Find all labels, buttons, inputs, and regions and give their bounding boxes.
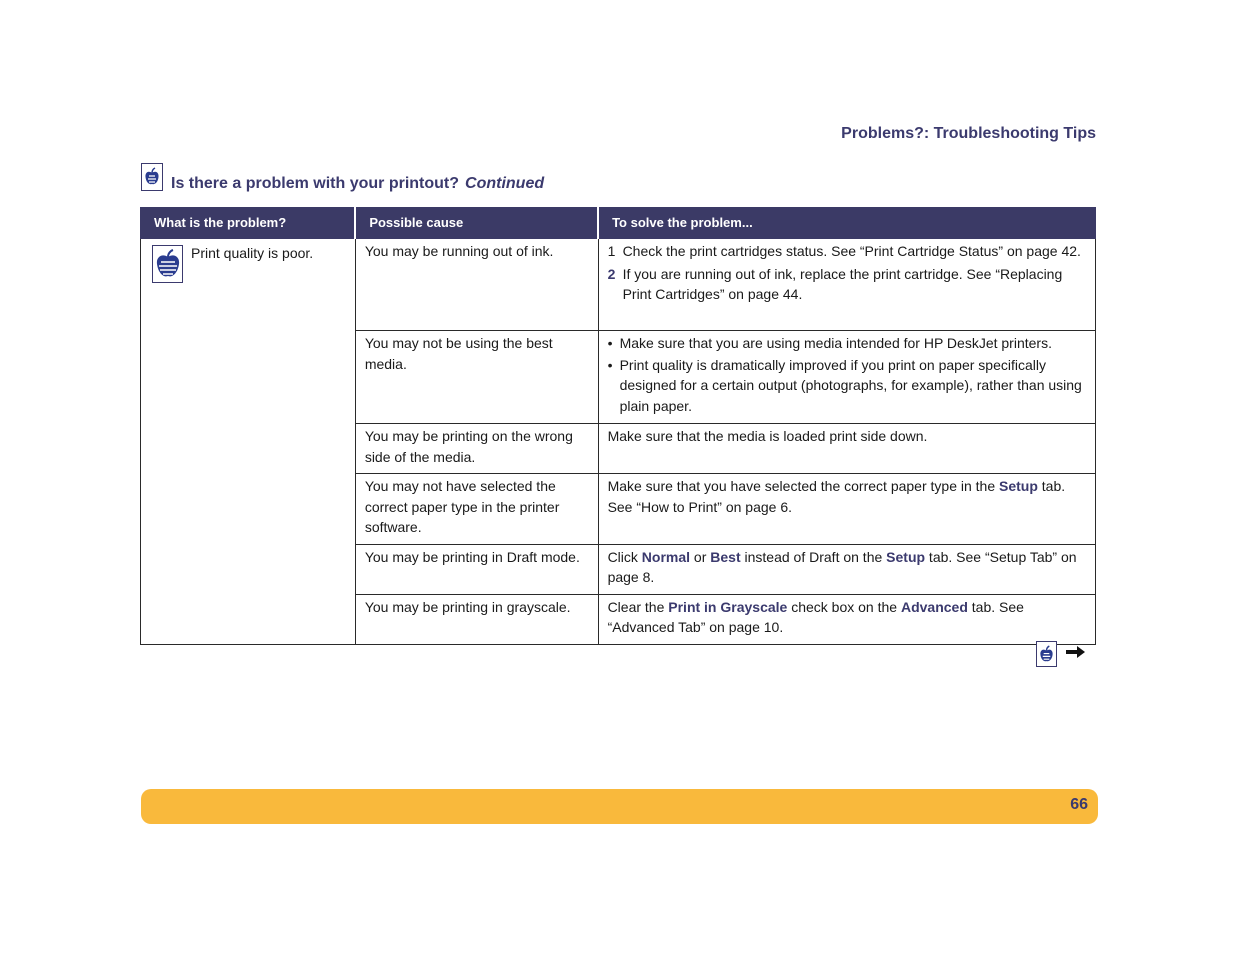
grayscale-checkbox-label: Print in Grayscale bbox=[668, 598, 788, 615]
running-head: Problems?: Troubleshooting Tips bbox=[841, 125, 1096, 142]
apple-icon bbox=[141, 163, 163, 191]
cause-cell: You may be printing in Draft mode. bbox=[355, 544, 598, 594]
cause-cell: You may not have selected the correct paper type in the printer software. bbox=[355, 474, 598, 545]
right-arrow-icon[interactable] bbox=[1057, 645, 1086, 664]
step-item: 1 Check the print cartridges status. See “Print Cartridge Status” on page 42. bbox=[607, 243, 1081, 259]
troubleshooting-table bbox=[140, 207, 1096, 645]
setup-tab-label: Setup bbox=[886, 548, 926, 565]
solution-cell: Make sure that you have selected the correct paper type in the Setup tab. See “How to Print” on page 6. bbox=[598, 474, 1095, 545]
apple-icon bbox=[152, 245, 183, 283]
column-header-cause: Possible cause bbox=[355, 208, 598, 239]
solution-cell: Make sure that the media is loaded print side down. bbox=[598, 424, 1095, 474]
footer-bar bbox=[141, 789, 1098, 824]
solution-cell: Click Normal or Best instead of Draft on the Setup tab. See “Setup Tab” on page 8. bbox=[598, 544, 1095, 594]
column-header-solution: To solve the problem... bbox=[598, 208, 1095, 239]
cause-cell: You may be printing in grayscale. bbox=[355, 594, 598, 644]
apple-icon[interactable] bbox=[1036, 641, 1057, 667]
problem-cell bbox=[141, 239, 356, 645]
column-header-problem: What is the problem? bbox=[141, 208, 356, 239]
bullet-item: • Make sure that you are using media intended for HP DeskJet printers. bbox=[607, 335, 1052, 351]
step-item: 2 If you are running out of ink, replace the print cartridge. See “Replacing Print Cartridges” on page 44. bbox=[607, 265, 1063, 302]
page-number: 66 bbox=[1070, 796, 1088, 813]
section-heading bbox=[141, 163, 544, 191]
bullet-item: • Print quality is dramatically improved if you print on paper specifically designed for a certain output (photographs, for example), rather than using plain paper. bbox=[607, 356, 1082, 414]
setup-tab-label: Setup bbox=[999, 478, 1038, 494]
cause-cell: You may not be using the best media. bbox=[355, 331, 598, 424]
solution-cell bbox=[598, 331, 1095, 424]
table-row bbox=[141, 239, 1096, 331]
solution-cell: Clear the Print in Grayscale check box on the Advanced tab. See “Advanced Tab” on page 10. bbox=[598, 594, 1095, 644]
table-header-row bbox=[141, 208, 1096, 239]
section-title: Is there a problem with your printout? Continued bbox=[171, 175, 545, 192]
page-navigation bbox=[1036, 641, 1086, 667]
cause-cell: You may be printing on the wrong side of the media. bbox=[355, 424, 598, 474]
solution-cell bbox=[598, 239, 1095, 331]
cause-cell: You may be running out of ink. bbox=[355, 239, 598, 331]
best-option-label: Best bbox=[710, 548, 741, 565]
advanced-tab-label: Advanced bbox=[900, 598, 968, 615]
problem-text: Print quality is poor. bbox=[191, 245, 314, 261]
normal-option-label: Normal bbox=[641, 548, 691, 565]
continued-label: Continued bbox=[465, 175, 545, 192]
